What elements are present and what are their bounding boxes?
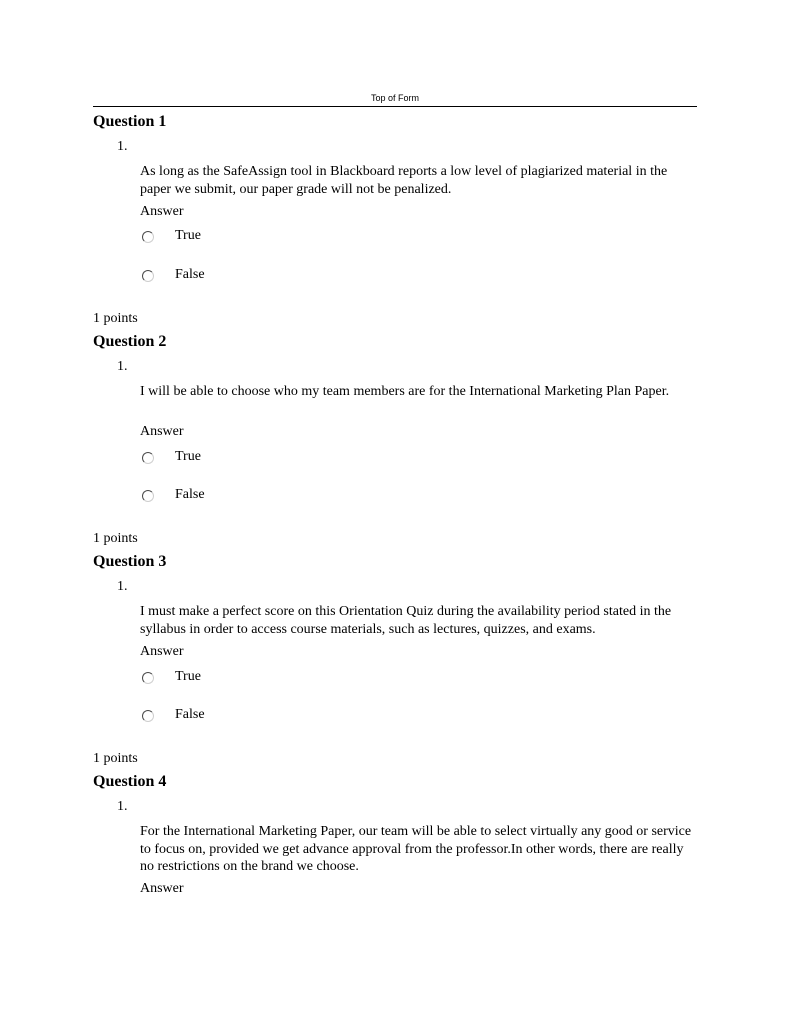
question-text: I will be able to choose who my team members are for the International Marketing Plan Paper. bbox=[140, 384, 670, 399]
question-title: Question 1 bbox=[93, 113, 167, 130]
top-of-form-rule bbox=[93, 106, 697, 107]
answer-option-true[interactable] bbox=[140, 669, 340, 689]
question-title: Question 3 bbox=[93, 553, 167, 570]
answer-option-false[interactable] bbox=[140, 487, 340, 507]
question-text: For the International Marketing Paper, our team will be able to select virtually any good or service to focus on, provided we get advance approval from the professor.In other words, there are really no restrictions on the brand we choose. bbox=[140, 824, 692, 874]
top-of-form-label: Top of Form bbox=[370, 93, 419, 103]
question-number: 1. bbox=[117, 799, 128, 814]
question-points: 1 points bbox=[93, 311, 138, 326]
question-3 bbox=[93, 552, 697, 772]
answer-option-label: True bbox=[175, 669, 201, 684]
question-text: As long as the SafeAssign tool in Blackboard reports a low level of plagiarized material in the paper we submit, our paper grade will not be penalized. bbox=[140, 164, 668, 197]
question-text: I must make a perfect score on this Orientation Quiz during the availability period stated in the syllabus in order to access course materials, such as lectures, quizzes, and exams. bbox=[140, 604, 672, 637]
radio-button[interactable] bbox=[142, 231, 154, 243]
answer-label: Answer bbox=[140, 204, 184, 219]
answer-option-true[interactable] bbox=[140, 449, 340, 469]
answer-option-true[interactable] bbox=[140, 228, 340, 248]
question-points: 1 points bbox=[93, 751, 138, 766]
answer-option-false[interactable] bbox=[140, 707, 340, 727]
question-1 bbox=[93, 112, 697, 332]
question-title: Question 4 bbox=[93, 773, 167, 790]
radio-button[interactable] bbox=[142, 490, 154, 502]
radio-button[interactable] bbox=[142, 270, 154, 282]
question-number: 1. bbox=[117, 139, 128, 154]
answer-option-label: False bbox=[175, 267, 205, 282]
answer-label: Answer bbox=[140, 424, 184, 439]
question-title: Question 2 bbox=[93, 333, 167, 350]
question-2 bbox=[93, 332, 697, 552]
answer-label: Answer bbox=[140, 881, 184, 896]
question-number: 1. bbox=[117, 359, 128, 374]
radio-button[interactable] bbox=[142, 452, 154, 464]
question-4 bbox=[93, 772, 697, 992]
answer-option-label: True bbox=[175, 228, 201, 243]
answer-label: Answer bbox=[140, 644, 184, 659]
question-list bbox=[93, 112, 697, 992]
question-number: 1. bbox=[117, 579, 128, 594]
answer-option-label: False bbox=[175, 707, 205, 722]
answer-option-false[interactable] bbox=[140, 267, 340, 287]
radio-button[interactable] bbox=[142, 710, 154, 722]
answer-option-label: False bbox=[175, 487, 205, 502]
radio-button[interactable] bbox=[142, 672, 154, 684]
answer-option-label: True bbox=[175, 449, 201, 464]
question-points: 1 points bbox=[93, 531, 138, 546]
